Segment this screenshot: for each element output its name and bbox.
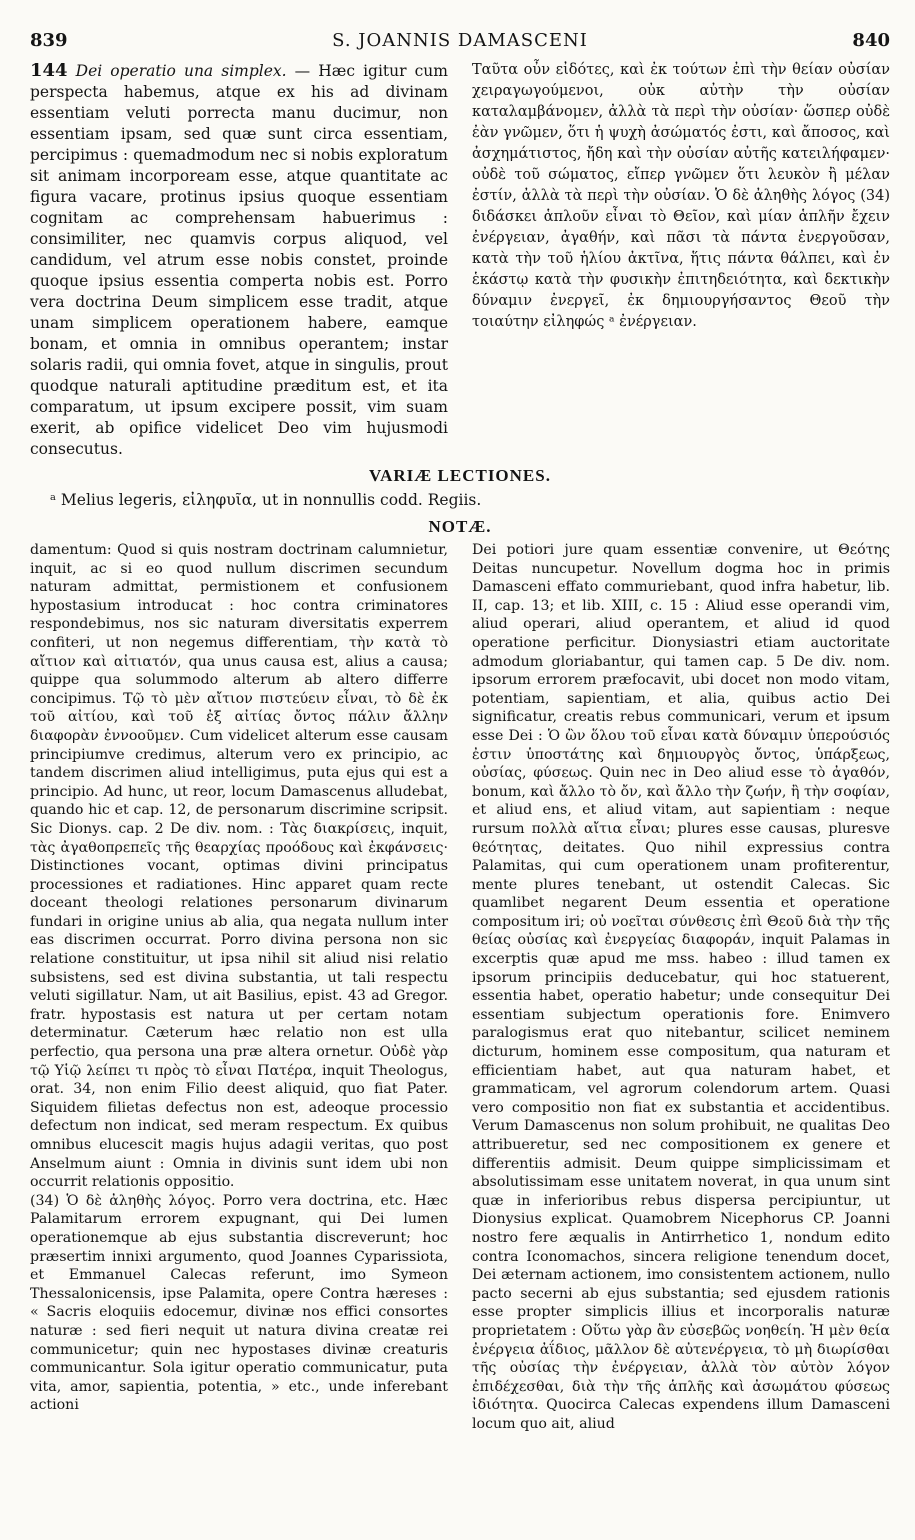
varia-note: ᵃ Melius legeris, εἰληφυῖα, ut in nonnullis codd. Regiis. <box>50 491 482 509</box>
latin-body: — Hæc igitur cum perspecta habemus, atque ex his ad divinam essentiam veluti porrecta manu ducimur, non essentiam ipsam, sed quæ sunt circa essentiam, percipimus : quemadmodum nec si nobis exploratum sit animam incorpoream esse, atque quantitate ac figura vacare, protinus ipsius quoque essentiam cognitam ac comprehensam habuerimus : consimiliter, nec quamvis corpus aliquod, vel candidum, vel atrum esse nobis constet, proinde quoque ipsius essentia comperta nobis est. Porro vera doctrina Deum simplicem esse tradit, atque unam simplicem operationem habere, eamque bonam, et omnia in omnibus operantem; instar solaris radii, qui omnia fovet, atque in singulis, prout quodque naturali aptitudine præditum est, et ita comparatum, ut ipsum excipere possit, vim suam exerit, ab opifice videlicet Deo vim hujusmodi consecutus. <box>30 62 448 458</box>
greek-body: Ταῦτα οὖν εἰδότες, καὶ ἐκ τούτων ἐπὶ τὴν θείαν οὐσίαν χειραγωγούμενοι, οὐκ αὐτὴν τὴν οὐσίαν καταλαμβάνομεν, ἀλλὰ τὰ περὶ τὴν οὐσίαν· ὥσπερ οὐδὲ ἐὰν γνῶμεν, ὅτι ἡ ψυχὴ ἀσώματός ἐστι, καὶ ἄποσος, καὶ ἀσχημάτιστος, ἤδη καὶ τὴν οὐσίαν αὐτῆς κατειλήφαμεν· οὐδὲ τοῦ σώματος, εἴπερ γνῶμεν ὅτι λευκὸν ἢ μέλαν ἐστίν, ἀλλὰ τὰ περὶ τὴν οὐσίαν. Ὁ δὲ ἀληθὴς λόγος (34) διδάσκει ἁπλοῦν εἶναι τὸ Θεῖον, καὶ μίαν ἁπλῆν ἔχειν ἐνέργειαν, ἀγαθήν, καὶ πᾶσι τὰ πάντα ἐνεργοῦσαν, κατὰ τὴν τοῦ ἡλίου ἀκτῖνα, ἥτις πάντα θάλπει, καὶ ἐν ἑκάστῳ κατὰ τὴν φυσικὴν ἐπιτηδειότητα, καὶ δεκτικὴν δύναμιν ἐνεργεῖ, ἐκ δημιουργήσαντος Θεοῦ τὴν τοιαύτην εἰληφώς ᵃ ἐνέργειαν. <box>472 62 890 330</box>
main-text-columns <box>30 60 890 460</box>
page <box>30 30 890 1434</box>
notae-heading: NOTÆ. <box>428 517 492 536</box>
page-number-right: 840 <box>852 30 890 51</box>
page-number-left: 839 <box>30 30 68 51</box>
notes-columns <box>30 541 890 1434</box>
note-34: (34) Ὁ δὲ ἀληθὴς λόγος. Porro vera doctrina, etc. Hæc Palamitarum errorem expugnant, qui Dei lumen operationemque ab ejus substantia discreverunt; hoc præsertim innixi argumento, quod Joannes Cyparissiota, et Emmanuel Calecas referunt, imo Symeon Thessalonicensis, ipse Palamita, opere Contra hæreses : « Sacris eloquiis edocemur, divinæ nos effici consortes naturæ : sed fieri nequit ut natura divina creatæ rei communicetur; quin nec hypostases divinæ creaturis communicantur. Sola igitur operatio communicatur, puta vita, amor, sapientia, potentia, » etc., unde inferebant actioni <box>30 1192 448 1414</box>
varia-heading: VARIÆ LECTIONES. <box>369 466 551 485</box>
latin-translation <box>30 60 448 460</box>
notes-right-column <box>472 541 890 1434</box>
page-header <box>30 30 890 60</box>
section-heading: Dei operatio una simplex. <box>75 62 287 80</box>
note-text: damentum: Quod si quis nostram doctrinam calumnietur, inquit, ac si eo quod nullum discrimen secundum naturam admittat, permistionem et confusionem hypostasium introducat : hoc contra criminatores respondebimus, nos sic naturam diversitatis experrem confiteri, ut non negemus differentiam, τὴν κατὰ τὸ αἴτιον καὶ αἰτιατόν, qua unus causa est, alius a causa; quippe qua solummodo alterum ab altero differre concipimus. Τῷ τὸ μὲν αἴτιον πιστεύειν εἶναι, τὸ δὲ ἐκ τοῦ αἰτίου, καὶ τοῦ ἐξ αἰτίας ὄντος πάλιν ἄλλην διαφορὰν ἐννοοῦμεν. Cum videlicet alterum esse causam principiumve credimus, alterum vero ex principio, ac tandem discrimen aliud intelligimus, puta ejus qui est a principio. Ad hunc, ut reor, locum Damascenus alludebat, quando hic et cap. 12, de personarum discrimine scripsit. Sic Dionys. cap. 2 De div. nom. : Τὰς διακρίσεις, inquit, τὰς ἀγαθοπρεπεῖς τῆς θεαρχίας προόδους καὶ ἐκφάνσεις· Distinctiones vocant, optimas divini principatus processiones et radiationes. Hinc apparet quam recte doceant theologi relationes personarum divinarum fundari in origine unius ab alia, qua negata nullum inter eas discrimen occurrat. Porro divina persona non sic relatione constituitur, ut ipsa nihil sit aliud nisi relatio subsistens, sed est divina substantia, ut tali respectu veluti sigillatur. Nam, ut ait Basilius, epist. 43 ad Gregor. fratr. hypostasis est natura ut per certam notam determinatur. Cæterum hæc relatio non est ulla perfectio, qua persona una præ altera ornetur. Οὐδὲ γὰρ τῷ Υἱῷ λείπει τι πρὸς τὸ εἶναι Πατέρα, inquit Theologus, orat. 34, non enim Filio deest aliquid, quo fiat Pater. Siquidem filietas defectus non est, adeoque processio defectum non indicat, sed meram respectum. Ex quibus omnibus elucescit magis hujus adagii veritas, quo post Anselmum aiunt : Omnia in divinis sunt idem ubi non occurrit relationis oppositio. <box>30 542 448 1191</box>
paragraph-number: 144 <box>30 60 68 81</box>
running-title: S. JOANNIS DAMASCENI <box>332 30 588 51</box>
greek-original <box>472 60 890 460</box>
notes-left-column <box>30 541 448 1434</box>
note-text-continued: Dei potiori jure quam essentiæ convenire, ut Θεότης Deitas nuncupetur. Novellum dogma hoc in primis Damasceni effato commuriebant, quod infra habetur, lib. II, cap. 13; et lib. XIII, c. 15 : Aliud esse operandi vim, aliud operari, aliud operantem, et aliud id quod operatione perficitur. Dionysiastri etiam auctoritate admodum gloriabantur, qui tamen cap. 5 De div. nom. ipsorum errorem præfocavit, ubi docet non modo vitam, potentiam, sapientiam, et alia, quibus actio Dei significatur, creatis rebus communicari, verum et ipsum esse Dei : Ὁ ὢν ὅλου τοῦ εἶναι κατὰ δύναμιν ὑπερούσιός ἐστιν ὑποστάτης καὶ δημιουργὸς ὄντος, ὑπάρξεως, οὐσίας, φύσεως. Quin nec in Deo aliud esse τὸ ἀγαθόν, bonum, καὶ ἄλλο τὸ ὄν, καὶ ἄλλο τὴν ζωήν, ἢ τὴν σοφίαν, et aliud ens, et aliud vitam, aut sapientiam : neque rursum πολλὰ αἴτια εἶναι; plures esse causas, pluresve θεότητας, deitates. Quo nihil expressius contra Palamitas, qui cum operationem unam profiterentur, mente plures tenebant, ut ostendit Calecas. Sic quamlibet negarent Deum essentia et operatione compositum iri; οὐ νοεῖται σύνθεσις ἐπὶ Θεοῦ διὰ τὴν τῆς θείας οὐσίας καὶ ἐνεργείας διαφοράν, inquit Palamas in excerptis quæ apud me mss. habeo : illud tamen ex ipsorum principiis deducebatur, qui hoc statuerent, essentia habet, operatio habetur; unde consequitur Dei essentiam subjectum operationis fore. Enimvero paralogismus erat quo nitebantur, scilicet neminem dicturum, hominem esse compositum, qua naturam et efficientiam habet, aut qua naturam habet, et grammaticam, vel agrorum colendorum artem. Quasi vero compositio non fiat ex substantia et accidentibus. Verum Damascenus non solum prohibuit, ne qualitas Deo attribueretur, sed nec compositionem ex genere et differentiis admisit. Deum quippe simplicissimam et absolutissimam esse unitatem noverat, in qua unum sint quæ in inferioribus rebus dispersa percipiuntur, ut Dionysius explicat. Quamobrem Nicephorus CP. Joanni nostro fere æqualis in Antirrhetico 1, nondum edito contra Iconomachos, sincera religione tenendum docet, Dei æternam actionem, imo consistentem actionem, nullo pacto secerni ab ejus substantia; sed ejusdem rationis esse propter simplicis illius et incorporalis naturæ proprietatem : Οὕτω γὰρ ἂν εὐσεβῶς νοηθείη. Ἡ μὲν θεία ἐνέργεια ἀΐδιος, μᾶλλον δὲ αὐτενέργεια, τὸ μὴ διωρίσθαι τῆς οὐσίας τὴν ἐνέργειαν, ἀλλὰ τὸν αὐτὸν λόγον ἐπιδέχεσθαι, διὰ τὴν τῆς ἁπλῆς καὶ ἀσωμάτου φύσεως ἰδιότητα. Quocirca Calecas expendens illum Damasceni locum quo ait, aliud <box>472 542 890 1432</box>
